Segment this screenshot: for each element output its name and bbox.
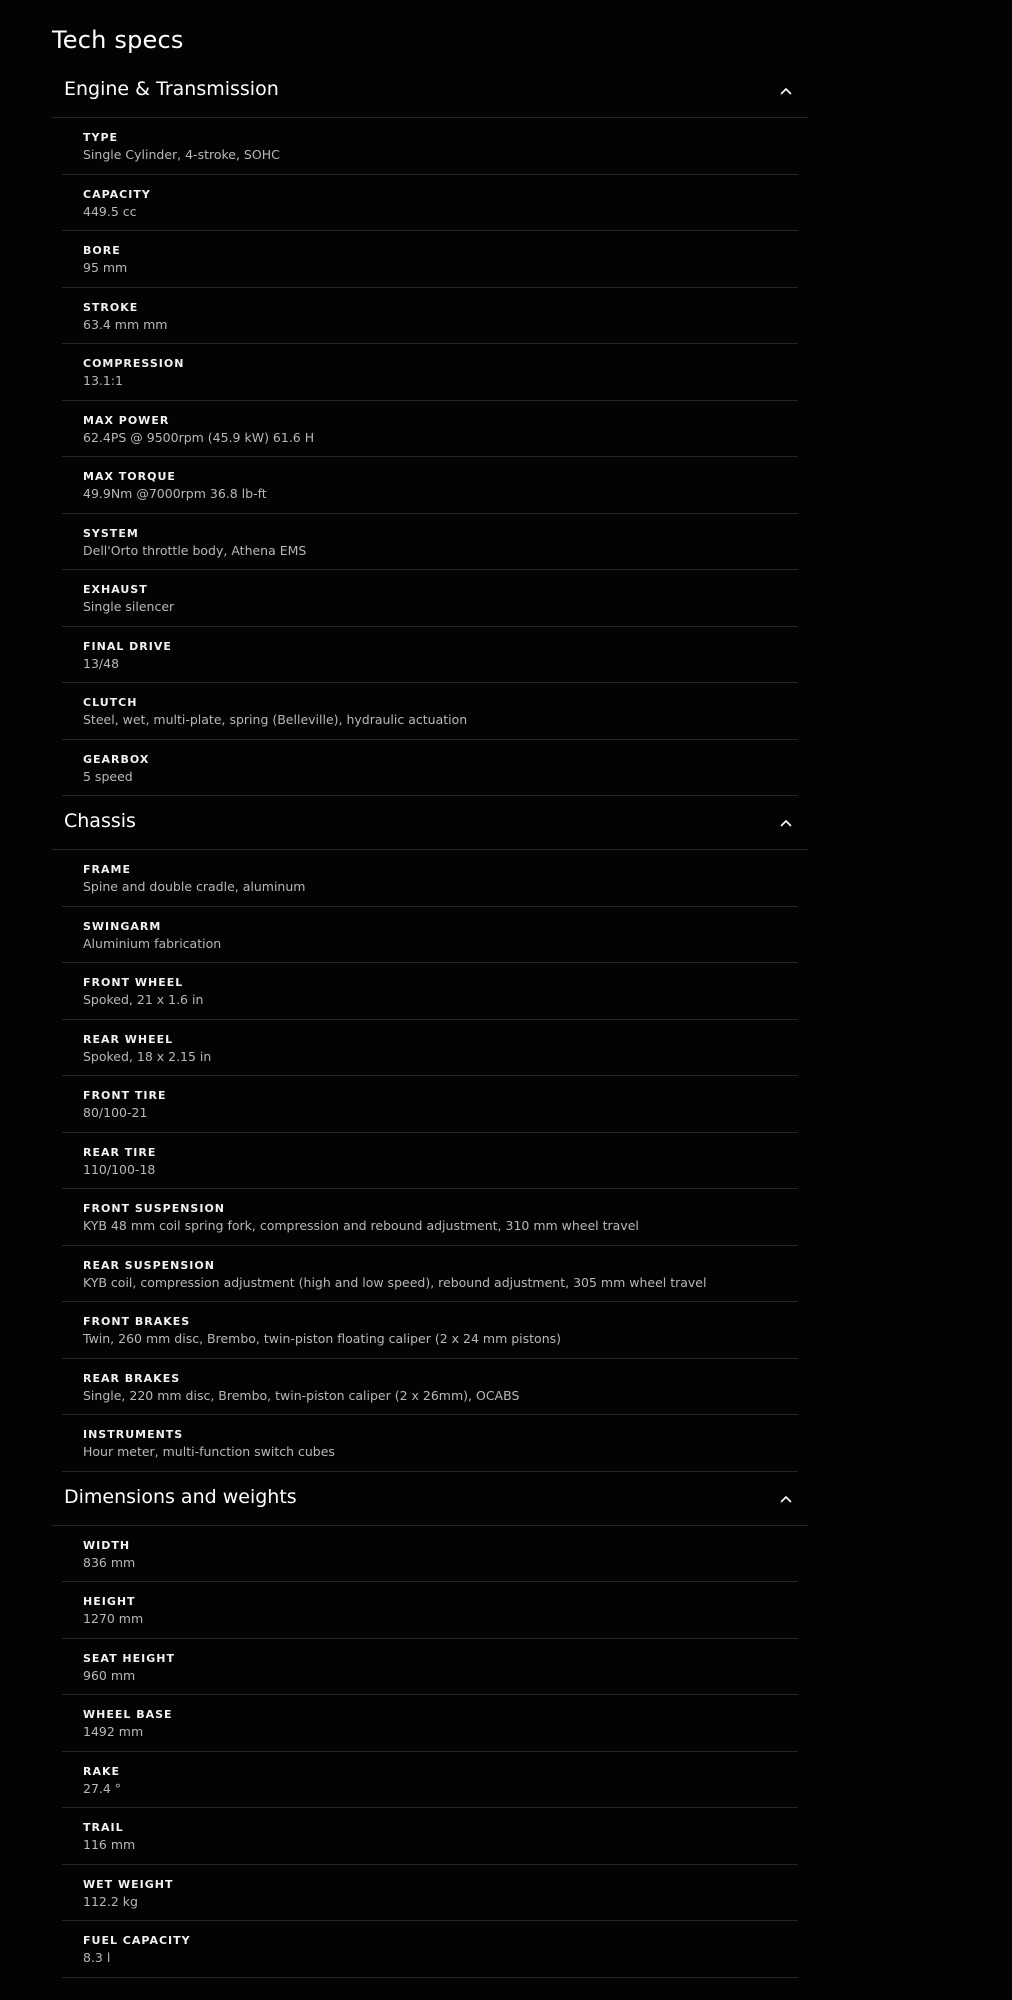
section-title: Engine & Transmission: [64, 78, 279, 100]
spec-list: [52, 64, 808, 1978]
spec-value: 62.4PS @ 9500rpm (45.9 kW) 61.6 H: [83, 429, 315, 445]
spec-label: WET WEIGHT: [83, 1877, 174, 1891]
spec-row: [62, 850, 798, 907]
spec-row: [62, 1189, 798, 1246]
spec-row: [62, 457, 798, 514]
spec-row: [62, 1526, 798, 1583]
spec-row: [62, 288, 798, 345]
spec-value: 112.2 kg: [83, 1893, 138, 1909]
spec-label: SEAT HEIGHT: [83, 1651, 175, 1665]
spec-label: TYPE: [83, 131, 119, 144]
spec-row: [62, 1246, 798, 1303]
spec-row: [62, 1752, 798, 1809]
spec-label: TRAIL: [83, 1821, 124, 1834]
spec-label: SYSTEM: [83, 526, 139, 540]
spec-value: 1492 mm: [83, 1724, 144, 1739]
spec-label: FRONT WHEEL: [83, 976, 184, 989]
spec-value: 80/100-21: [83, 1105, 148, 1120]
spec-label: WIDTH: [83, 1538, 131, 1552]
spec-row: [62, 344, 798, 401]
spec-row: [62, 1808, 798, 1865]
spec-value: Spine and double cradle, aluminum: [83, 879, 306, 894]
spec-value: Aluminium fabrication: [83, 935, 222, 951]
spec-label: INSTRUMENTS: [83, 1428, 184, 1441]
spec-label: FRONT SUSPENSION: [83, 1202, 226, 1215]
spec-value: Twin, 260 mm disc, Brembo, twin-piston floating caliper (2 x 24 mm pistons): [83, 1331, 562, 1346]
spec-label: REAR TIRE: [83, 1145, 157, 1159]
spec-value: Spoked, 21 x 1.6 in: [83, 992, 204, 1007]
spec-value: 27.4 °: [83, 1780, 122, 1796]
spec-row: [62, 1133, 798, 1190]
spec-label: SWINGARM: [83, 919, 162, 933]
spec-value: Steel, wet, multi-plate, spring (Belleville), hydraulic actuation: [83, 712, 468, 727]
chevron-up-icon[interactable]: [778, 815, 794, 831]
spec-label: COMPRESSION: [83, 357, 185, 370]
spec-value: KYB 48 mm coil spring fork, compression and rebound adjustment, 310 mm wheel travel: [83, 1218, 639, 1233]
spec-row: [62, 1359, 798, 1416]
spec-label: FINAL DRIVE: [83, 639, 172, 653]
chevron-up-icon[interactable]: [778, 1491, 794, 1507]
section-header[interactable]: [52, 1472, 808, 1526]
spec-label: REAR BRAKES: [83, 1371, 181, 1385]
spec-value: 8.3 l: [83, 1950, 111, 1965]
spec-row: [62, 1865, 798, 1922]
spec-value: 449.5 cc: [83, 203, 137, 219]
spec-section-1: [52, 796, 808, 1472]
spec-row: [62, 1582, 798, 1639]
spec-value: Single silencer: [83, 599, 175, 614]
spec-value: 95 mm: [83, 260, 128, 275]
spec-value: 110/100-18: [83, 1161, 156, 1177]
spec-row: [62, 118, 798, 175]
spec-label: FRAME: [83, 863, 131, 876]
spec-label: REAR SUSPENSION: [83, 1258, 215, 1272]
spec-value: Hour meter, multi-function switch cubes: [83, 1444, 335, 1459]
spec-row: [62, 231, 798, 288]
spec-label: MAX POWER: [83, 413, 170, 427]
spec-row: [62, 1076, 798, 1133]
spec-section-2: [52, 1472, 808, 1978]
spec-section-0: [52, 64, 808, 796]
spec-row: [62, 963, 798, 1020]
section-title: Dimensions and weights: [64, 1485, 297, 1508]
spec-value: Single, 220 mm disc, Brembo, twin-piston caliper (2 x 26mm), OCABS: [83, 1387, 520, 1403]
spec-row: [62, 1020, 798, 1077]
spec-row: [62, 401, 798, 458]
spec-value: 13/48: [83, 655, 120, 671]
spec-rows: [62, 118, 798, 796]
section-header[interactable]: [52, 796, 808, 850]
spec-value: 63.4 mm mm: [83, 316, 168, 332]
spec-row: [62, 627, 798, 684]
spec-value: KYB coil, compression adjustment (high and low speed), rebound adjustment, 305 mm wheel travel: [83, 1274, 707, 1290]
spec-value: 116 mm: [83, 1837, 136, 1852]
spec-row: [62, 570, 798, 627]
spec-row: [62, 1415, 798, 1472]
spec-label: EXHAUST: [83, 583, 148, 596]
spec-row: [62, 514, 798, 571]
spec-row: [62, 740, 798, 797]
spec-row: [62, 683, 798, 740]
spec-label: HEIGHT: [83, 1595, 136, 1608]
spec-value: 836 mm: [83, 1554, 136, 1570]
spec-rows: [62, 850, 798, 1472]
spec-label: MAX TORQUE: [83, 470, 176, 483]
spec-value: 1270 mm: [83, 1611, 144, 1626]
spec-label: FRONT BRAKES: [83, 1315, 191, 1328]
spec-row: [62, 1302, 798, 1359]
spec-value: Dell'Orto throttle body, Athena EMS: [83, 542, 307, 558]
spec-label: FRONT TIRE: [83, 1089, 167, 1102]
spec-label: FUEL CAPACITY: [83, 1934, 191, 1947]
spec-row: [62, 907, 798, 964]
spec-value: 960 mm: [83, 1667, 136, 1683]
section-header[interactable]: [52, 64, 808, 118]
spec-label: BORE: [83, 244, 121, 257]
spec-label: STROKE: [83, 300, 139, 314]
section-title: Chassis: [64, 810, 136, 832]
page-title: Tech specs: [52, 26, 184, 54]
spec-value: Single Cylinder, 4-stroke, SOHC: [83, 147, 280, 162]
spec-label: RAKE: [83, 1764, 121, 1778]
spec-label: WHEEL BASE: [83, 1708, 173, 1721]
chevron-up-icon[interactable]: [778, 83, 794, 99]
spec-label: REAR WHEEL: [83, 1032, 174, 1046]
spec-value: 5 speed: [83, 768, 133, 784]
spec-label: CLUTCH: [83, 696, 138, 709]
spec-rows: [62, 1526, 798, 1978]
spec-row: [62, 1639, 798, 1696]
spec-label: CAPACITY: [83, 187, 151, 201]
spec-row: [62, 1695, 798, 1752]
spec-value: Spoked, 18 x 2.15 in: [83, 1048, 212, 1064]
spec-value: 13.1:1: [83, 373, 123, 388]
spec-label: GEARBOX: [83, 752, 150, 766]
spec-row: [62, 1921, 798, 1978]
spec-value: 49.9Nm @7000rpm 36.8 lb-ft: [83, 486, 267, 501]
spec-row: [62, 175, 798, 232]
